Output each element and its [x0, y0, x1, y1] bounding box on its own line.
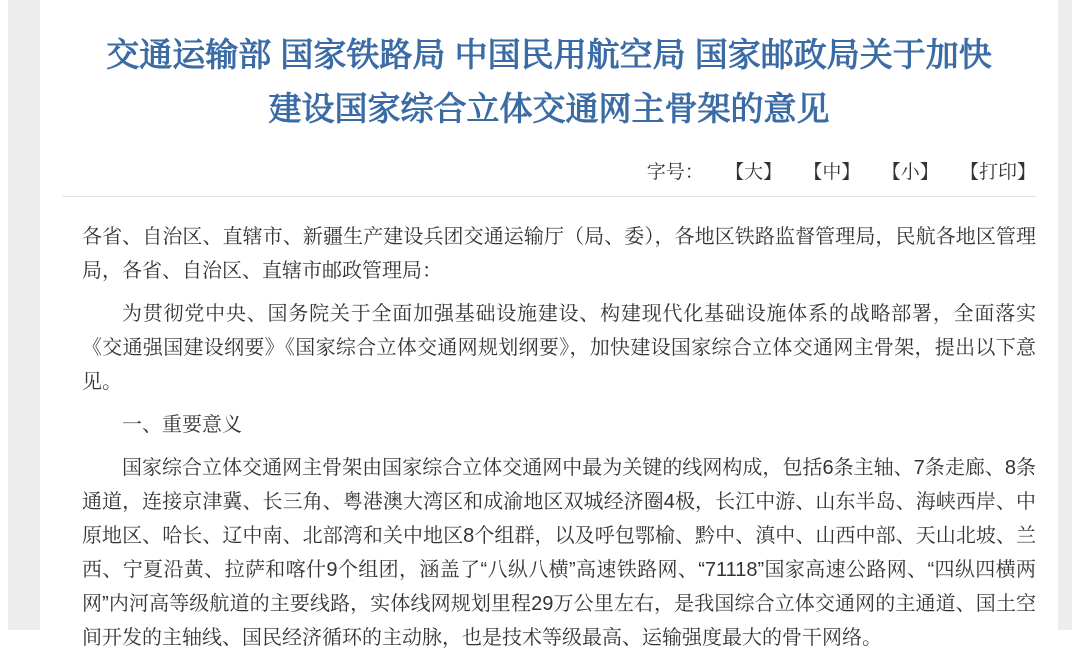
font-size-medium-button[interactable]: 【中】 — [803, 162, 861, 183]
left-margin-strip — [8, 0, 40, 630]
page-title — [62, 0, 1036, 136]
page-title-line-1: 交通运输部 国家铁路局 中国民用航空局 国家邮政局关于加快 — [106, 36, 992, 73]
header-divider — [62, 196, 1036, 197]
article-body — [62, 220, 1036, 655]
salutation-paragraph: 各省、自治区、直辖市、新疆生产建设兵团交通运输厅（局、委），各地区铁路监督管理局，民航各地区管理局，各省、自治区、直辖市邮政管理局： — [82, 226, 1036, 282]
section-1-heading: 一、重要意义 — [122, 414, 242, 436]
intro-paragraph: 为贯彻党中央、国务院关于全面加强基础设施建设、构建现代化基础设施体系的战略部署，全面落实《交通强国建设纲要》《国家综合立体交通网规划纲要》，加快建设国家综合立体交通网主骨架，提出以下意见。 — [82, 303, 1036, 393]
section-1-paragraph: 国家综合立体交通网主骨架由国家综合立体交通网中最为关键的线网构成，包括6条主轴、7条走廊、8条通道，连接京津冀、长三角、粤港澳大湾区和成渝地区双城经济圈4极，长江中游、山东半岛、海峡西岸、中原地区、哈长、辽中南、北部湾和关中地区8个组群，以及呼包鄂榆、黔中、滇中、山西中部、天山北坡、兰西、宁夏沿黄、拉萨和喀什9个组团，涵盖了“八纵八横”高速铁路网、“71118”国家高速公路网、“四纵四横两网”内河高等级航道的主要线路，实体线网规划里程29万公里左右，是我国综合立体交通网的主通道、国土空间开发的主轴线、国民经济循环的主动脉，也是技术等级最高、运输强度最大的骨干网络。 — [82, 457, 1036, 649]
font-size-large-button[interactable]: 【大】 — [725, 162, 783, 183]
right-margin-strip — [1058, 0, 1072, 630]
print-button[interactable]: 【打印】 — [959, 162, 1036, 183]
font-size-label: 字号： — [646, 162, 704, 183]
font-size-toolbar — [62, 162, 1036, 184]
page-title-line-2: 建设国家综合立体交通网主骨架的意见 — [268, 90, 830, 127]
document-page — [40, 0, 1058, 649]
font-size-small-button[interactable]: 【小】 — [881, 162, 939, 183]
